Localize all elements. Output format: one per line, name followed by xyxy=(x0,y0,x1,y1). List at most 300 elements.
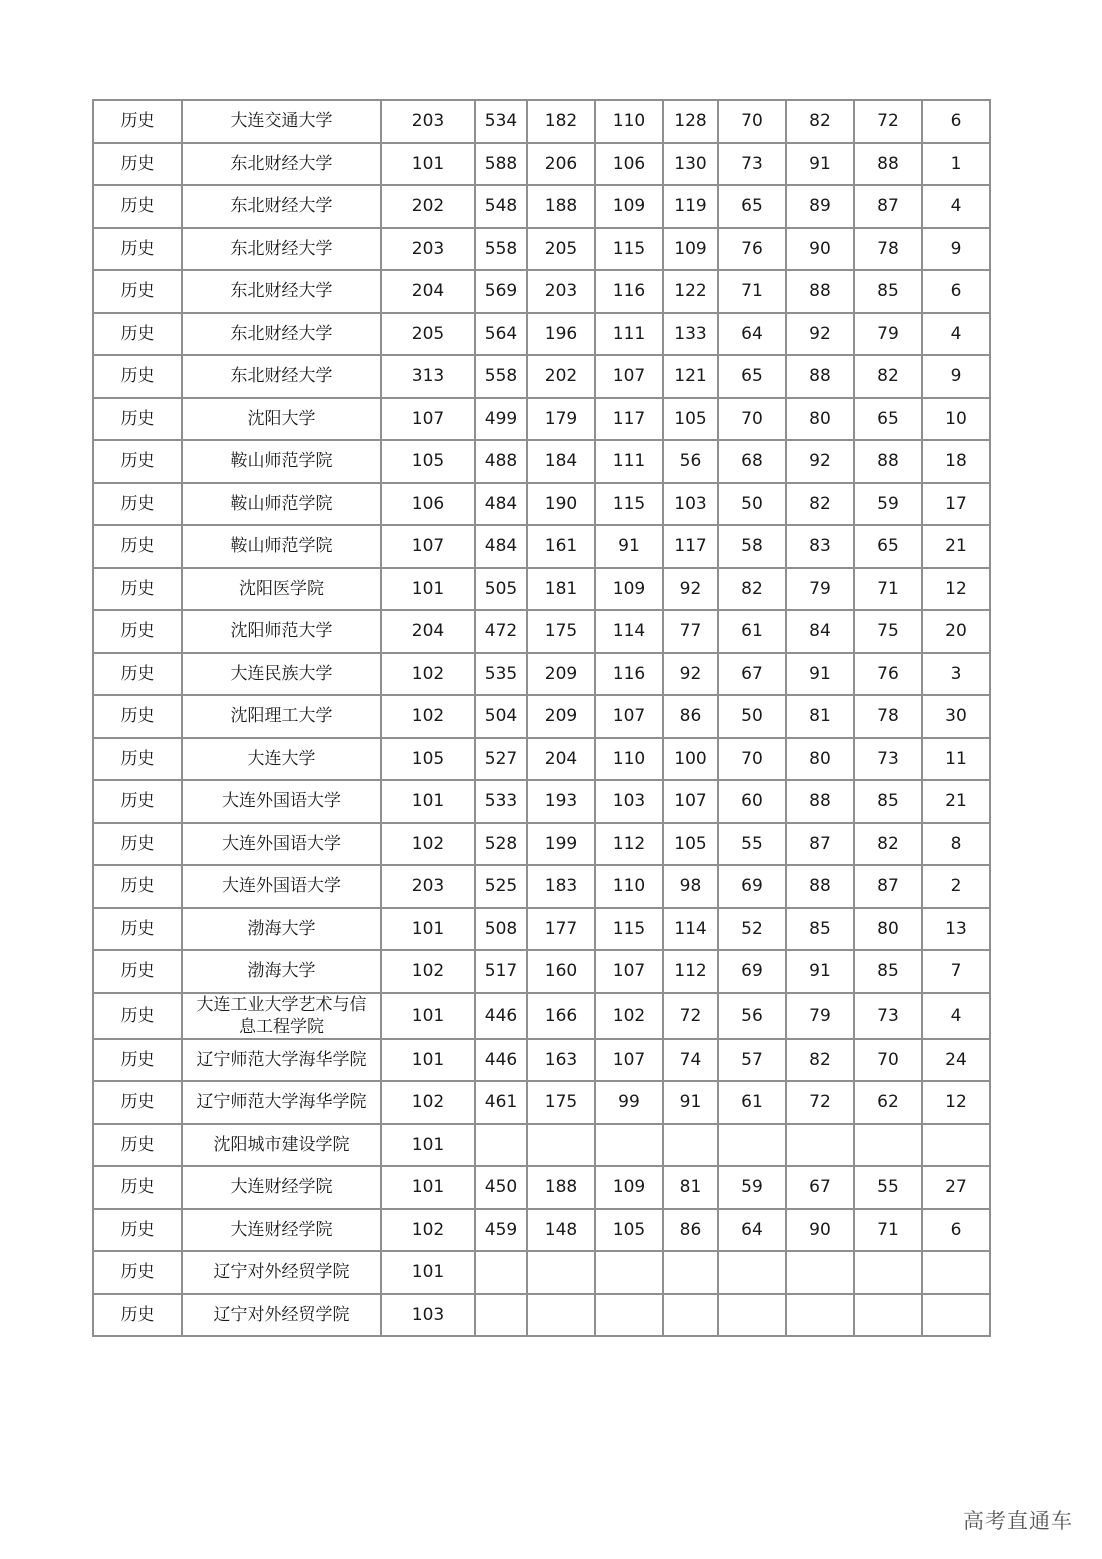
cell-c3: 72 xyxy=(663,993,718,1039)
cell-c3: 105 xyxy=(663,823,718,866)
cell-c3: 128 xyxy=(663,100,718,143)
table-row xyxy=(93,355,990,398)
table-row xyxy=(93,228,990,271)
cell-c7: 6 xyxy=(922,1209,990,1252)
cell-c3: 92 xyxy=(663,568,718,611)
table-row xyxy=(93,610,990,653)
cell-major-group: 203 xyxy=(381,228,475,271)
cell-c3: 117 xyxy=(663,525,718,568)
cell-max: 588 xyxy=(475,143,527,186)
cell-max: 517 xyxy=(475,950,527,993)
cell-c4: 61 xyxy=(718,610,786,653)
cell-c5 xyxy=(786,1294,854,1337)
cell-c5: 67 xyxy=(786,1166,854,1209)
cell-school: 沈阳大学 xyxy=(182,398,381,441)
cell-max: 533 xyxy=(475,780,527,823)
cell-c2: 110 xyxy=(595,738,663,781)
cell-c1 xyxy=(527,1251,595,1294)
watermark-text: 高考直通车 xyxy=(963,1509,1073,1533)
cell-c5: 85 xyxy=(786,908,854,951)
table-row xyxy=(93,993,990,1039)
cell-c3: 105 xyxy=(663,398,718,441)
cell-c7 xyxy=(922,1124,990,1167)
cell-major-group: 101 xyxy=(381,993,475,1039)
cell-c7: 17 xyxy=(922,483,990,526)
cell-c4: 70 xyxy=(718,738,786,781)
cell-subject: 历史 xyxy=(93,100,182,143)
admission-score-table xyxy=(92,99,991,1337)
cell-c4 xyxy=(718,1124,786,1167)
cell-subject: 历史 xyxy=(93,738,182,781)
cell-school: 大连财经学院 xyxy=(182,1166,381,1209)
cell-max xyxy=(475,1251,527,1294)
cell-c4: 57 xyxy=(718,1039,786,1082)
table-row xyxy=(93,568,990,611)
cell-max: 525 xyxy=(475,865,527,908)
table-row xyxy=(93,440,990,483)
cell-c6: 88 xyxy=(854,440,922,483)
cell-c6 xyxy=(854,1124,922,1167)
cell-school: 渤海大学 xyxy=(182,950,381,993)
cell-max: 461 xyxy=(475,1081,527,1124)
cell-c5: 91 xyxy=(786,143,854,186)
cell-c5: 88 xyxy=(786,865,854,908)
cell-c7: 10 xyxy=(922,398,990,441)
cell-c1: 209 xyxy=(527,695,595,738)
cell-c5: 82 xyxy=(786,483,854,526)
cell-major-group: 203 xyxy=(381,865,475,908)
cell-subject: 历史 xyxy=(93,695,182,738)
cell-c4: 71 xyxy=(718,270,786,313)
cell-c1: 203 xyxy=(527,270,595,313)
cell-c4: 82 xyxy=(718,568,786,611)
cell-school: 沈阳医学院 xyxy=(182,568,381,611)
cell-max: 446 xyxy=(475,993,527,1039)
cell-c7: 13 xyxy=(922,908,990,951)
cell-subject: 历史 xyxy=(93,313,182,356)
table-row xyxy=(93,185,990,228)
cell-school: 东北财经大学 xyxy=(182,355,381,398)
cell-c4: 70 xyxy=(718,100,786,143)
cell-c6: 88 xyxy=(854,143,922,186)
cell-c5 xyxy=(786,1251,854,1294)
table-row xyxy=(93,1039,990,1082)
cell-c4: 52 xyxy=(718,908,786,951)
cell-c7: 7 xyxy=(922,950,990,993)
cell-c2: 111 xyxy=(595,440,663,483)
cell-max: 508 xyxy=(475,908,527,951)
cell-c1: 183 xyxy=(527,865,595,908)
cell-major-group: 101 xyxy=(381,908,475,951)
cell-c1: 177 xyxy=(527,908,595,951)
cell-major-group: 204 xyxy=(381,270,475,313)
cell-c1: 182 xyxy=(527,100,595,143)
cell-subject: 历史 xyxy=(93,185,182,228)
cell-c2 xyxy=(595,1251,663,1294)
cell-max: 484 xyxy=(475,483,527,526)
cell-c6: 75 xyxy=(854,610,922,653)
table-row xyxy=(93,270,990,313)
table-row xyxy=(93,313,990,356)
table-row xyxy=(93,738,990,781)
cell-c2: 99 xyxy=(595,1081,663,1124)
cell-c2: 117 xyxy=(595,398,663,441)
cell-c1: 179 xyxy=(527,398,595,441)
cell-c7: 3 xyxy=(922,653,990,696)
cell-c1: 209 xyxy=(527,653,595,696)
cell-subject: 历史 xyxy=(93,143,182,186)
cell-school: 东北财经大学 xyxy=(182,185,381,228)
cell-major-group: 105 xyxy=(381,440,475,483)
cell-major-group: 313 xyxy=(381,355,475,398)
cell-school: 大连外国语大学 xyxy=(182,865,381,908)
cell-c1: 196 xyxy=(527,313,595,356)
cell-c5: 83 xyxy=(786,525,854,568)
cell-c4: 64 xyxy=(718,1209,786,1252)
cell-subject: 历史 xyxy=(93,270,182,313)
cell-c7 xyxy=(922,1251,990,1294)
cell-c5: 82 xyxy=(786,1039,854,1082)
cell-c1: 181 xyxy=(527,568,595,611)
cell-c7: 11 xyxy=(922,738,990,781)
cell-subject: 历史 xyxy=(93,865,182,908)
cell-c6: 76 xyxy=(854,653,922,696)
cell-school: 辽宁对外经贸学院 xyxy=(182,1251,381,1294)
cell-c3: 103 xyxy=(663,483,718,526)
cell-c4 xyxy=(718,1294,786,1337)
cell-max: 558 xyxy=(475,228,527,271)
cell-school: 大连民族大学 xyxy=(182,653,381,696)
cell-c6: 85 xyxy=(854,950,922,993)
cell-c7: 21 xyxy=(922,525,990,568)
table-row xyxy=(93,483,990,526)
cell-c2: 107 xyxy=(595,695,663,738)
cell-c1: 205 xyxy=(527,228,595,271)
cell-subject: 历史 xyxy=(93,780,182,823)
cell-major-group: 107 xyxy=(381,398,475,441)
cell-c4: 50 xyxy=(718,483,786,526)
table-row xyxy=(93,908,990,951)
cell-school: 鞍山师范学院 xyxy=(182,483,381,526)
cell-c6: 65 xyxy=(854,525,922,568)
cell-c6: 72 xyxy=(854,100,922,143)
cell-c2: 105 xyxy=(595,1209,663,1252)
cell-c6: 71 xyxy=(854,568,922,611)
cell-subject: 历史 xyxy=(93,355,182,398)
cell-c6: 55 xyxy=(854,1166,922,1209)
cell-c4: 58 xyxy=(718,525,786,568)
table-row xyxy=(93,653,990,696)
cell-c3: 86 xyxy=(663,1209,718,1252)
cell-c4: 50 xyxy=(718,695,786,738)
cell-max: 488 xyxy=(475,440,527,483)
table-row xyxy=(93,398,990,441)
cell-school: 沈阳理工大学 xyxy=(182,695,381,738)
cell-c5: 88 xyxy=(786,780,854,823)
cell-c6: 85 xyxy=(854,270,922,313)
cell-c4: 59 xyxy=(718,1166,786,1209)
cell-c6: 82 xyxy=(854,355,922,398)
cell-c1: 160 xyxy=(527,950,595,993)
cell-c5: 91 xyxy=(786,950,854,993)
cell-c4: 56 xyxy=(718,993,786,1039)
cell-c6: 82 xyxy=(854,823,922,866)
cell-c6: 73 xyxy=(854,738,922,781)
cell-max: 459 xyxy=(475,1209,527,1252)
cell-c1: 166 xyxy=(527,993,595,1039)
cell-c6: 71 xyxy=(854,1209,922,1252)
cell-c7: 4 xyxy=(922,185,990,228)
cell-c1: 202 xyxy=(527,355,595,398)
cell-c2: 109 xyxy=(595,185,663,228)
cell-c1: 184 xyxy=(527,440,595,483)
cell-c2: 116 xyxy=(595,653,663,696)
cell-c4: 69 xyxy=(718,865,786,908)
cell-c5: 80 xyxy=(786,738,854,781)
cell-c5: 89 xyxy=(786,185,854,228)
cell-c4: 61 xyxy=(718,1081,786,1124)
cell-c6: 73 xyxy=(854,993,922,1039)
cell-max: 528 xyxy=(475,823,527,866)
cell-school: 东北财经大学 xyxy=(182,313,381,356)
cell-c5: 88 xyxy=(786,355,854,398)
cell-c5: 88 xyxy=(786,270,854,313)
cell-c1: 199 xyxy=(527,823,595,866)
cell-major-group: 102 xyxy=(381,823,475,866)
cell-c5: 90 xyxy=(786,1209,854,1252)
table-row xyxy=(93,525,990,568)
cell-c1: 206 xyxy=(527,143,595,186)
cell-c7: 4 xyxy=(922,993,990,1039)
cell-subject: 历史 xyxy=(93,1081,182,1124)
cell-subject: 历史 xyxy=(93,398,182,441)
cell-school: 辽宁师范大学海华学院 xyxy=(182,1039,381,1082)
cell-c2: 116 xyxy=(595,270,663,313)
cell-max: 548 xyxy=(475,185,527,228)
cell-c7: 8 xyxy=(922,823,990,866)
cell-c7: 4 xyxy=(922,313,990,356)
cell-major-group: 102 xyxy=(381,695,475,738)
table-row xyxy=(93,950,990,993)
cell-major-group: 102 xyxy=(381,950,475,993)
cell-c2: 109 xyxy=(595,568,663,611)
cell-c6: 78 xyxy=(854,228,922,271)
cell-c5: 82 xyxy=(786,100,854,143)
cell-c2 xyxy=(595,1294,663,1337)
cell-school: 大连交通大学 xyxy=(182,100,381,143)
cell-major-group: 102 xyxy=(381,1081,475,1124)
cell-school: 大连财经学院 xyxy=(182,1209,381,1252)
cell-major-group: 103 xyxy=(381,1294,475,1337)
cell-c3: 119 xyxy=(663,185,718,228)
cell-c3: 114 xyxy=(663,908,718,951)
cell-subject: 历史 xyxy=(93,610,182,653)
cell-c2: 115 xyxy=(595,908,663,951)
cell-subject: 历史 xyxy=(93,525,182,568)
cell-c3: 98 xyxy=(663,865,718,908)
cell-c7: 18 xyxy=(922,440,990,483)
cell-c4: 65 xyxy=(718,355,786,398)
cell-c1: 163 xyxy=(527,1039,595,1082)
cell-c3: 121 xyxy=(663,355,718,398)
cell-major-group: 101 xyxy=(381,1039,475,1082)
cell-c5: 87 xyxy=(786,823,854,866)
cell-c3 xyxy=(663,1124,718,1167)
cell-c1: 148 xyxy=(527,1209,595,1252)
cell-school: 鞍山师范学院 xyxy=(182,525,381,568)
cell-max: 569 xyxy=(475,270,527,313)
cell-major-group: 101 xyxy=(381,568,475,611)
cell-major-group: 204 xyxy=(381,610,475,653)
cell-c5: 91 xyxy=(786,653,854,696)
cell-c1: 204 xyxy=(527,738,595,781)
cell-c2 xyxy=(595,1124,663,1167)
cell-c7: 12 xyxy=(922,568,990,611)
cell-c4 xyxy=(718,1251,786,1294)
cell-c2: 107 xyxy=(595,355,663,398)
cell-c2: 107 xyxy=(595,1039,663,1082)
cell-c6: 87 xyxy=(854,185,922,228)
cell-c2: 112 xyxy=(595,823,663,866)
cell-c3: 86 xyxy=(663,695,718,738)
cell-max xyxy=(475,1294,527,1337)
cell-c5: 79 xyxy=(786,568,854,611)
cell-c7: 2 xyxy=(922,865,990,908)
cell-c4: 60 xyxy=(718,780,786,823)
cell-c6: 85 xyxy=(854,780,922,823)
cell-subject: 历史 xyxy=(93,1166,182,1209)
cell-subject: 历史 xyxy=(93,1124,182,1167)
cell-c4: 76 xyxy=(718,228,786,271)
cell-school: 辽宁师范大学海华学院 xyxy=(182,1081,381,1124)
cell-school: 鞍山师范学院 xyxy=(182,440,381,483)
cell-max: 534 xyxy=(475,100,527,143)
cell-c1 xyxy=(527,1294,595,1337)
cell-c6 xyxy=(854,1251,922,1294)
table-body xyxy=(93,100,990,1336)
cell-c1: 193 xyxy=(527,780,595,823)
cell-subject: 历史 xyxy=(93,908,182,951)
cell-major-group: 102 xyxy=(381,1209,475,1252)
cell-subject: 历史 xyxy=(93,950,182,993)
cell-c3: 74 xyxy=(663,1039,718,1082)
cell-school: 东北财经大学 xyxy=(182,270,381,313)
cell-c1: 175 xyxy=(527,610,595,653)
cell-max: 505 xyxy=(475,568,527,611)
cell-c7: 24 xyxy=(922,1039,990,1082)
cell-c2: 111 xyxy=(595,313,663,356)
cell-subject: 历史 xyxy=(93,823,182,866)
table-row xyxy=(93,1081,990,1124)
cell-c6: 80 xyxy=(854,908,922,951)
cell-c3 xyxy=(663,1251,718,1294)
cell-subject: 历史 xyxy=(93,228,182,271)
cell-c4: 67 xyxy=(718,653,786,696)
cell-major-group: 101 xyxy=(381,143,475,186)
cell-school: 东北财经大学 xyxy=(182,228,381,271)
cell-c6: 70 xyxy=(854,1039,922,1082)
cell-c2: 110 xyxy=(595,100,663,143)
cell-c2: 106 xyxy=(595,143,663,186)
cell-subject: 历史 xyxy=(93,1294,182,1337)
cell-c7: 1 xyxy=(922,143,990,186)
cell-major-group: 101 xyxy=(381,1166,475,1209)
cell-max: 499 xyxy=(475,398,527,441)
cell-c5: 84 xyxy=(786,610,854,653)
table-row xyxy=(93,823,990,866)
cell-c5: 92 xyxy=(786,313,854,356)
cell-subject: 历史 xyxy=(93,568,182,611)
cell-c6: 87 xyxy=(854,865,922,908)
cell-subject: 历史 xyxy=(93,1209,182,1252)
cell-c2: 109 xyxy=(595,1166,663,1209)
cell-school: 大连工业大学艺术与信息工程学院 xyxy=(182,993,381,1039)
cell-school: 辽宁对外经贸学院 xyxy=(182,1294,381,1337)
cell-c3: 77 xyxy=(663,610,718,653)
cell-c7: 9 xyxy=(922,355,990,398)
cell-max: 527 xyxy=(475,738,527,781)
cell-c6: 65 xyxy=(854,398,922,441)
cell-c4: 73 xyxy=(718,143,786,186)
table-row xyxy=(93,865,990,908)
cell-c1: 161 xyxy=(527,525,595,568)
cell-c2: 103 xyxy=(595,780,663,823)
cell-c3: 130 xyxy=(663,143,718,186)
cell-major-group: 101 xyxy=(381,1124,475,1167)
cell-c3 xyxy=(663,1294,718,1337)
cell-c4: 55 xyxy=(718,823,786,866)
cell-major-group: 202 xyxy=(381,185,475,228)
cell-major-group: 205 xyxy=(381,313,475,356)
cell-c3: 109 xyxy=(663,228,718,271)
cell-major-group: 106 xyxy=(381,483,475,526)
cell-c2: 102 xyxy=(595,993,663,1039)
cell-max: 504 xyxy=(475,695,527,738)
cell-c3: 100 xyxy=(663,738,718,781)
cell-c1: 175 xyxy=(527,1081,595,1124)
table-row xyxy=(93,1294,990,1337)
cell-c7: 21 xyxy=(922,780,990,823)
cell-c2: 115 xyxy=(595,228,663,271)
cell-c6: 78 xyxy=(854,695,922,738)
cell-max: 558 xyxy=(475,355,527,398)
cell-max: 450 xyxy=(475,1166,527,1209)
cell-c4: 64 xyxy=(718,313,786,356)
cell-c2: 107 xyxy=(595,950,663,993)
cell-max: 484 xyxy=(475,525,527,568)
cell-c2: 114 xyxy=(595,610,663,653)
cell-major-group: 101 xyxy=(381,1251,475,1294)
cell-c6: 79 xyxy=(854,313,922,356)
table-row xyxy=(93,100,990,143)
table-row xyxy=(93,143,990,186)
table-row xyxy=(93,780,990,823)
cell-school: 沈阳城市建设学院 xyxy=(182,1124,381,1167)
cell-major-group: 203 xyxy=(381,100,475,143)
cell-c1: 188 xyxy=(527,185,595,228)
cell-c7: 30 xyxy=(922,695,990,738)
cell-c5: 90 xyxy=(786,228,854,271)
cell-c3: 112 xyxy=(663,950,718,993)
cell-major-group: 107 xyxy=(381,525,475,568)
cell-major-group: 105 xyxy=(381,738,475,781)
cell-school: 渤海大学 xyxy=(182,908,381,951)
table-row xyxy=(93,1251,990,1294)
cell-c3: 56 xyxy=(663,440,718,483)
cell-c7: 6 xyxy=(922,100,990,143)
cell-c2: 110 xyxy=(595,865,663,908)
cell-c1: 188 xyxy=(527,1166,595,1209)
